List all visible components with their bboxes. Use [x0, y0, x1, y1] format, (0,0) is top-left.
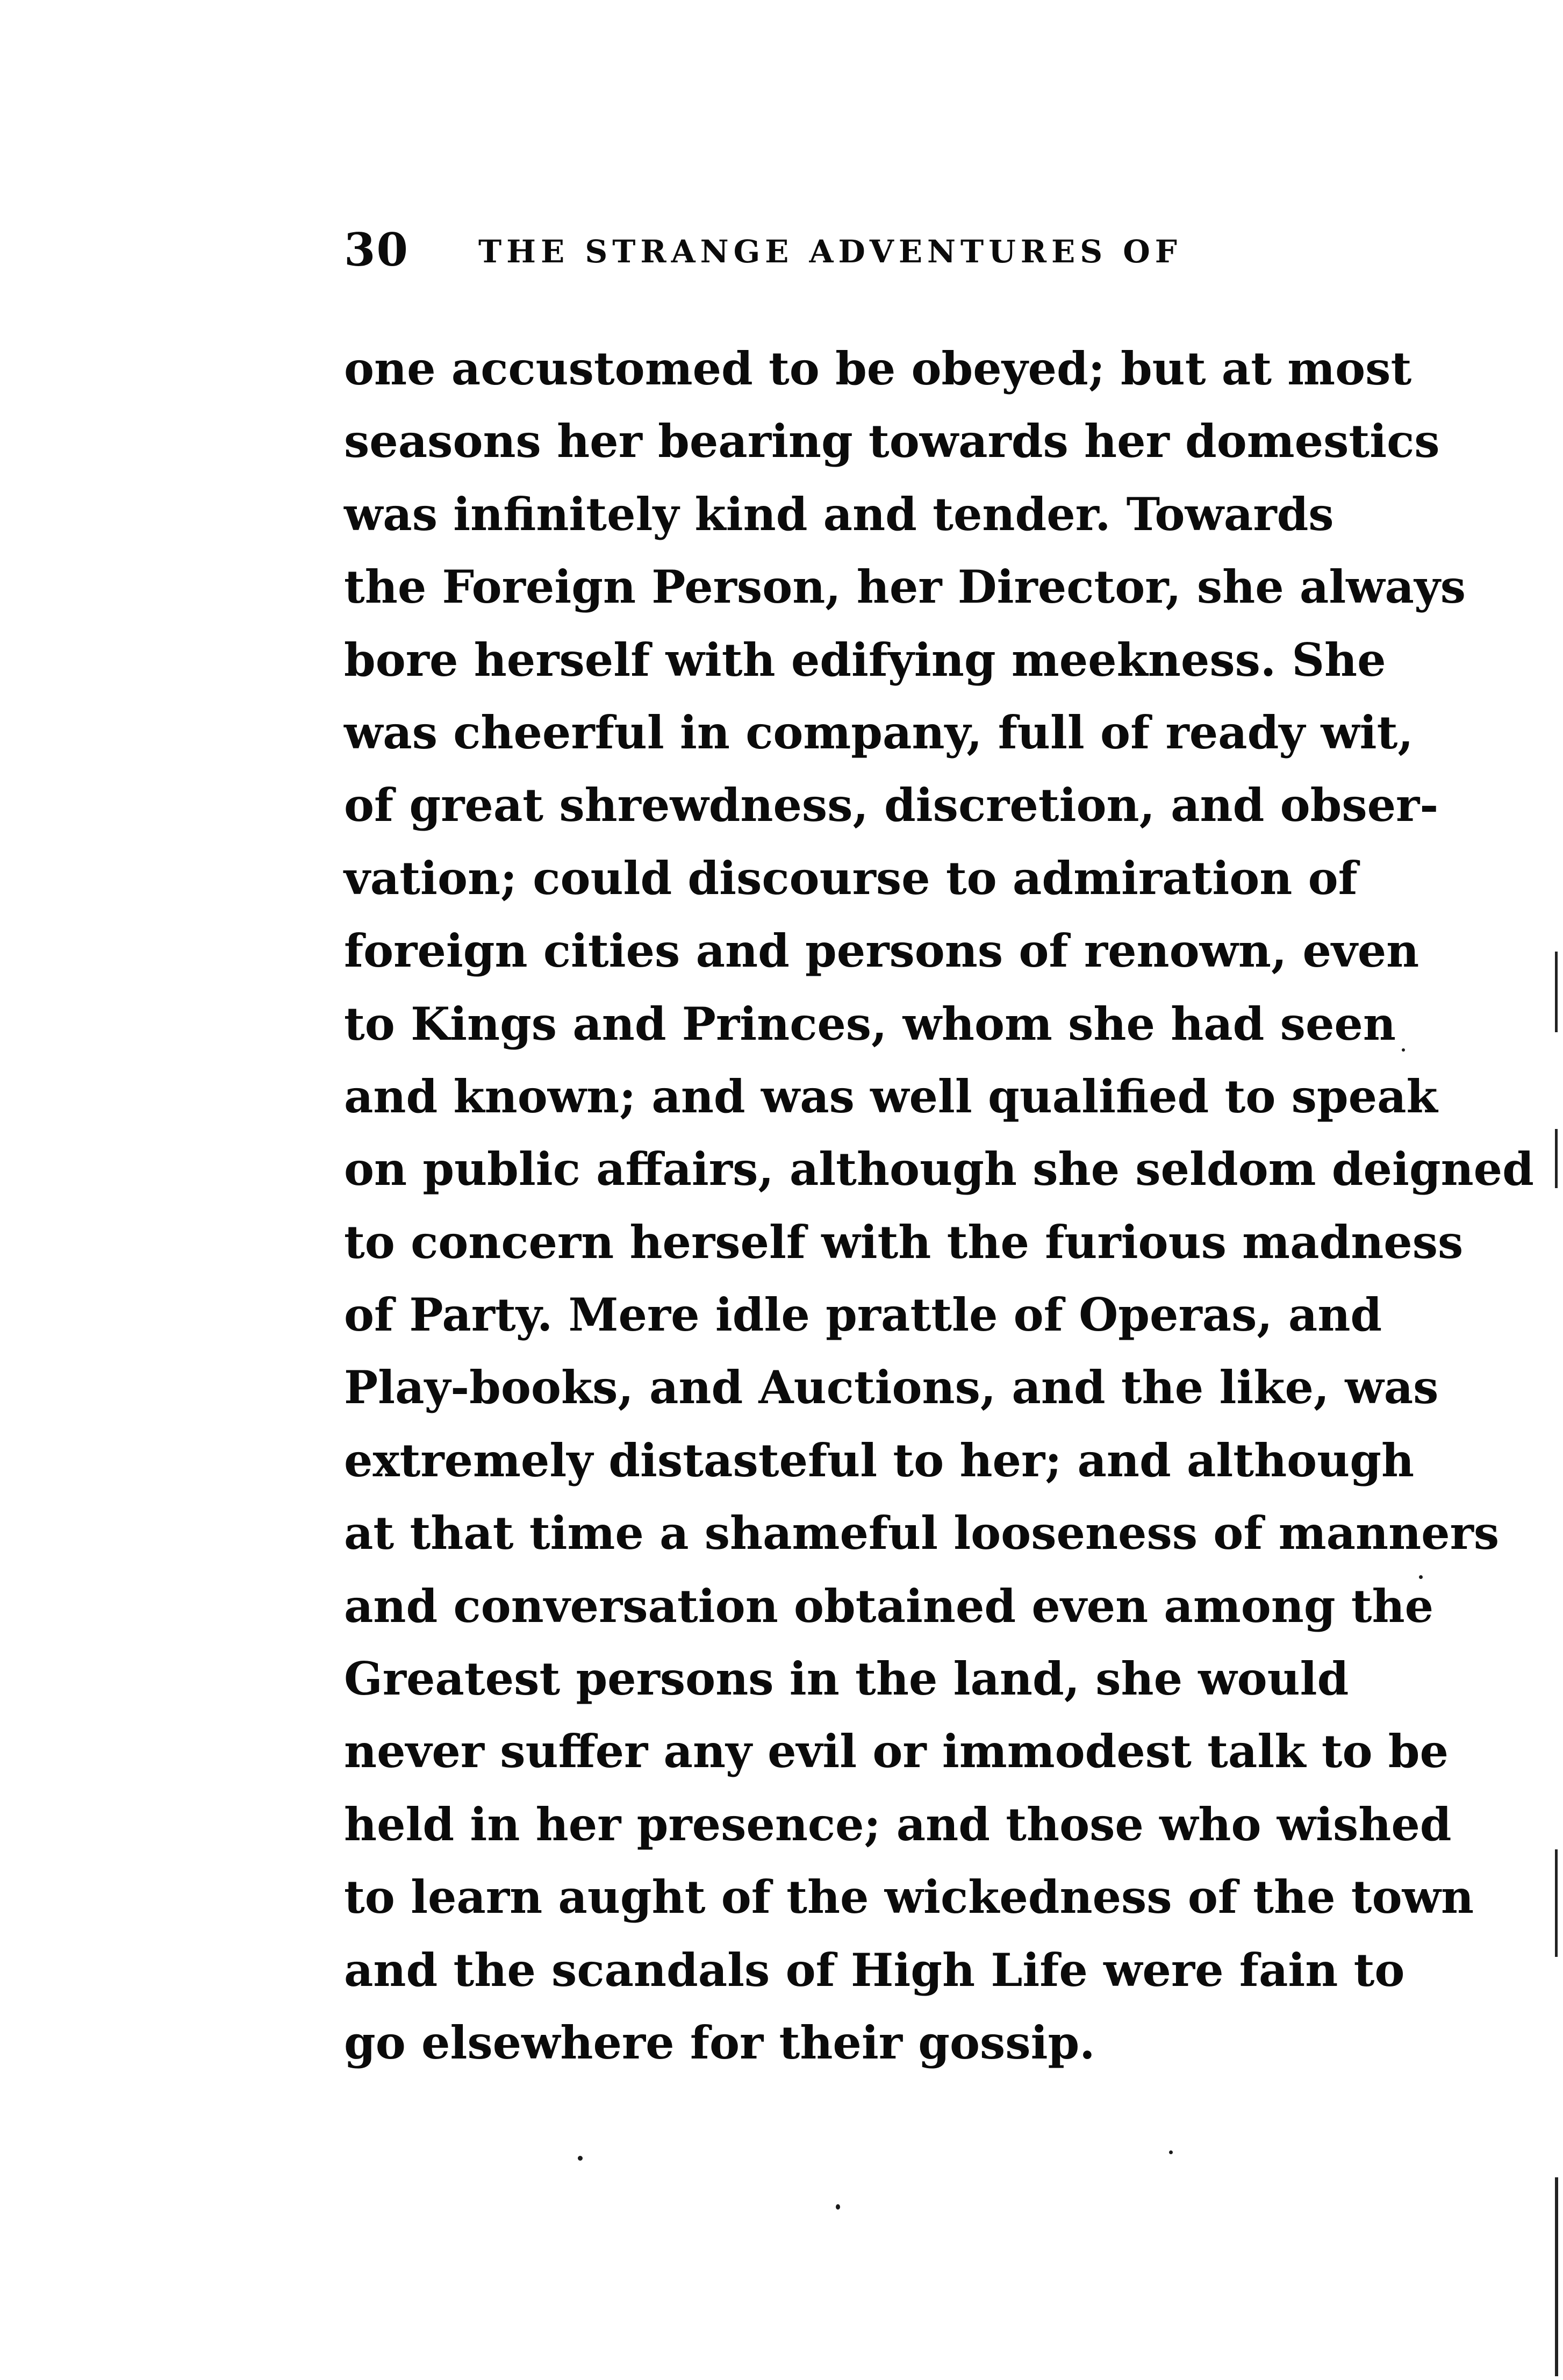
- scan-speck: [1169, 2150, 1173, 2154]
- text-line: one accustomed to be obeyed; but at most: [344, 342, 1412, 395]
- text-line: extremely distasteful to her; and although: [344, 1433, 1415, 1487]
- text-line: bore herself with edifying meekness. She: [344, 633, 1386, 687]
- scan-edge-mark: [1555, 952, 1558, 1032]
- text-line: to concern herself with the furious madness: [344, 1215, 1464, 1269]
- text-line: and known; and was well qualified to speak: [344, 1069, 1438, 1123]
- scan-edge-mark: [1555, 1129, 1558, 1188]
- running-head: [344, 220, 1338, 280]
- text-line: Play-books, and Auctions, and the like, was: [344, 1361, 1439, 1414]
- text-line: was cheerful in company, full of ready wit,: [344, 705, 1414, 759]
- text-line: vation; could discourse to admiration of: [344, 851, 1358, 905]
- text-line: seasons her bearing towards her domestics: [344, 414, 1440, 468]
- body-text: [344, 332, 1534, 2079]
- text-line: to learn aught of the wickedness of the town: [344, 1870, 1474, 1924]
- scan-edge-mark: [1555, 2177, 1558, 2376]
- scan-speck: [1419, 1575, 1423, 1579]
- text-line: was infinitely kind and tender. Towards: [344, 487, 1334, 541]
- text-line: Greatest persons in the land, she would: [344, 1652, 1349, 1706]
- text-line: never suffer any evil or immodest talk to be: [344, 1725, 1449, 1778]
- text-line: on public affairs, although she seldom deigned: [344, 1142, 1534, 1196]
- scan-edge-mark: [1555, 1849, 1558, 1957]
- text-line: of Party. Mere idle prattle of Operas, and: [344, 1288, 1382, 1342]
- text-line: held in her presence; and those who wished: [344, 1797, 1452, 1851]
- text-line: of great shrewdness, discretion, and obser-: [344, 778, 1439, 832]
- text-line: to Kings and Princes, whom she had seen: [344, 997, 1396, 1050]
- page-number: 30: [344, 223, 409, 276]
- text-line: the Foreign Person, her Director, she always: [344, 560, 1466, 614]
- text-line: and conversation obtained even among the: [344, 1579, 1434, 1633]
- running-title: THE STRANGE ADVENTURES OF: [478, 233, 1182, 270]
- scan-speck: [578, 2156, 583, 2161]
- scan-speck: [836, 2204, 840, 2210]
- text-line: foreign cities and persons of renown, even: [344, 924, 1419, 978]
- text-line: go elsewhere for their gossip.: [344, 2016, 1095, 2069]
- text-line: and the scandals of High Life were fain to: [344, 1943, 1405, 1997]
- scan-speck: [1402, 1048, 1405, 1052]
- text-line: at that time a shameful looseness of manners: [344, 1506, 1500, 1560]
